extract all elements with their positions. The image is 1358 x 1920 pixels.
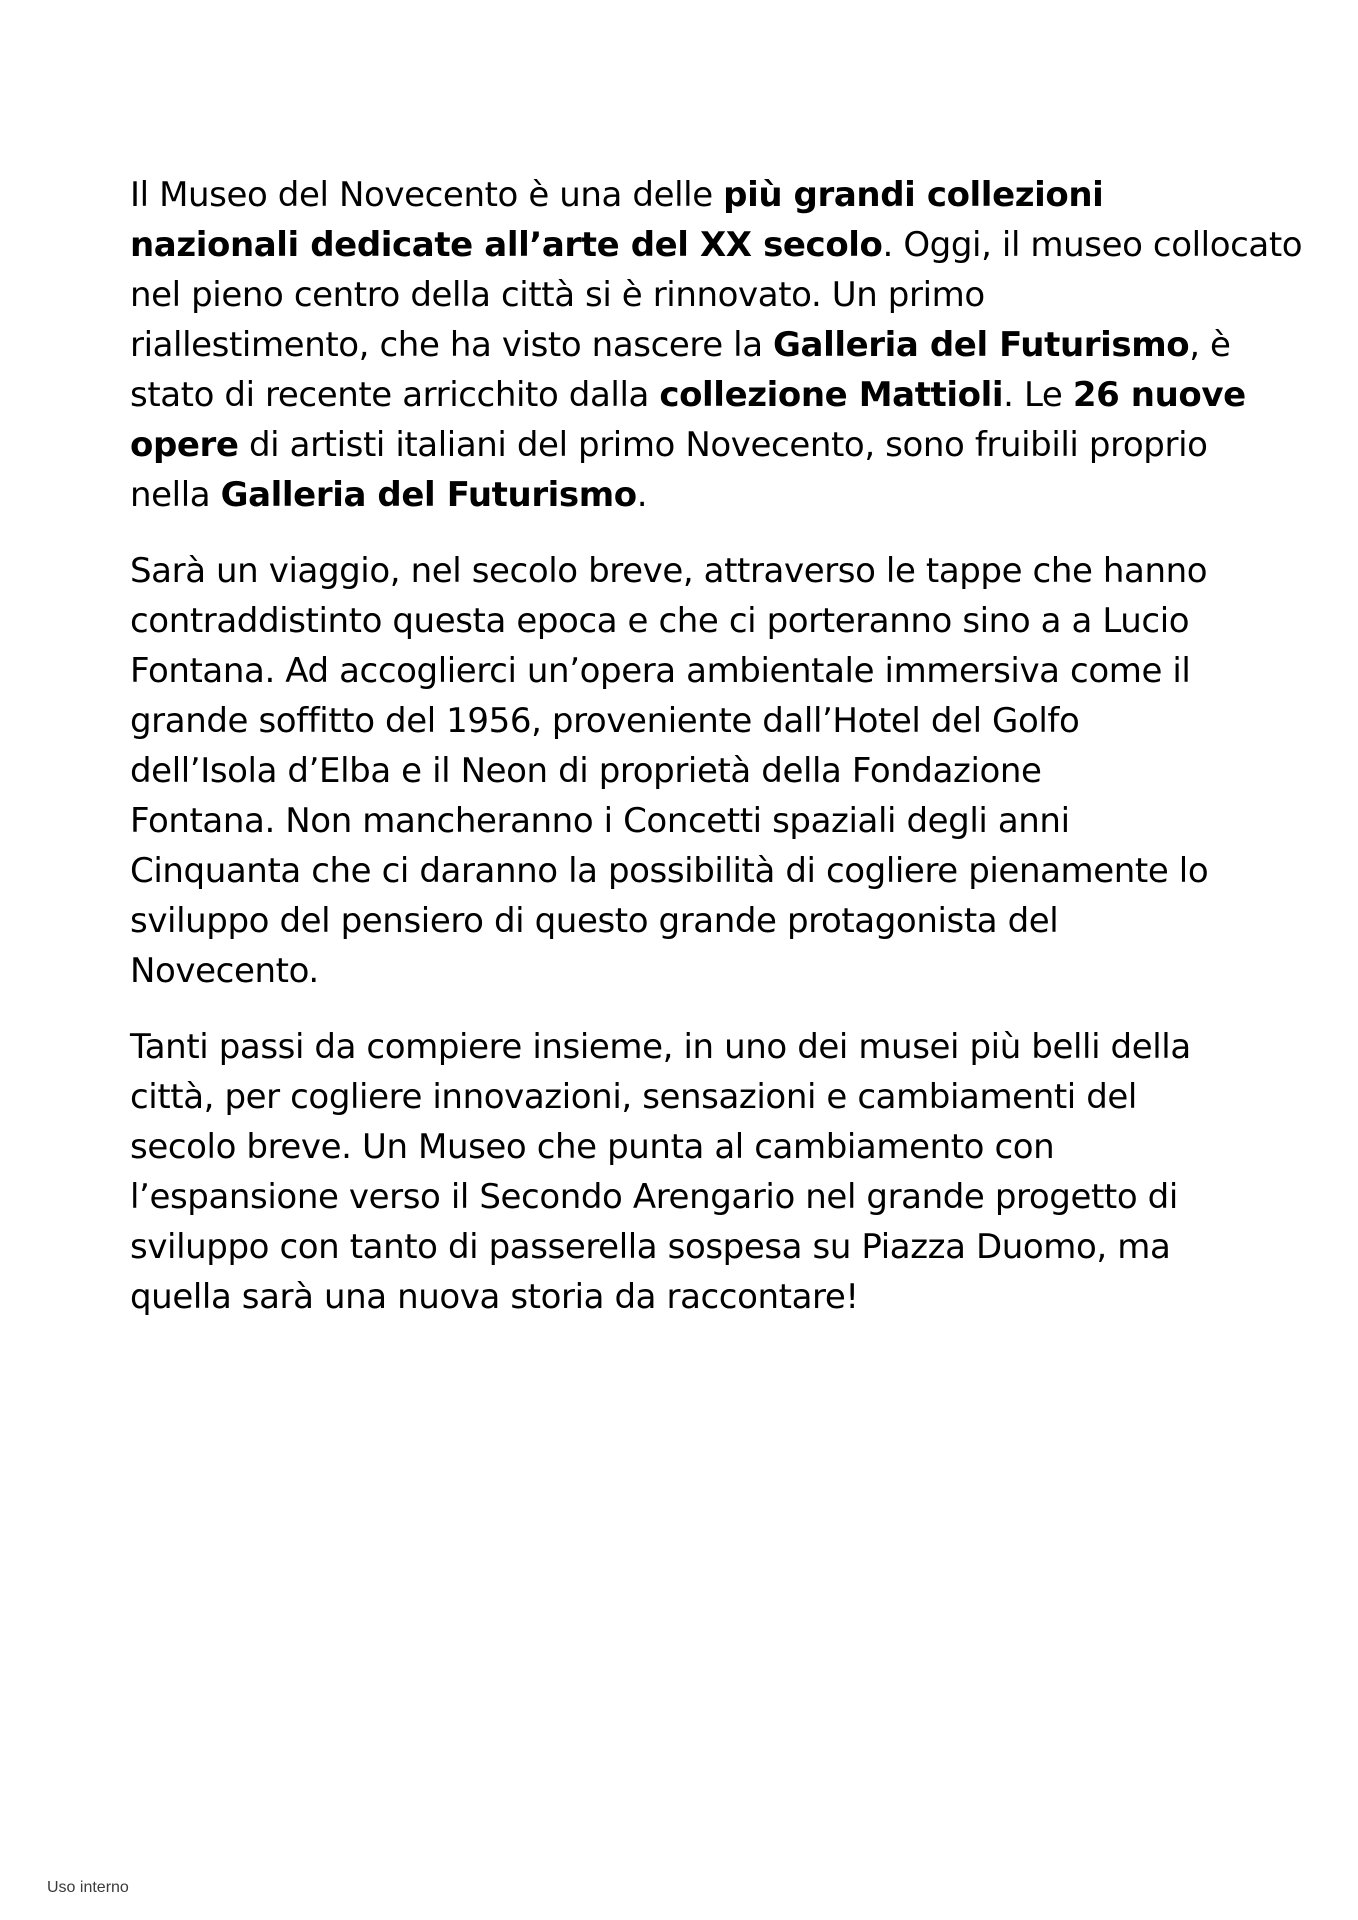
paragraph bbox=[130, 546, 1240, 996]
document-body bbox=[130, 170, 1303, 1348]
text-run: nella bbox=[130, 475, 221, 515]
bold-text-run: nazionali dedicate all’arte del XX secolo bbox=[130, 225, 883, 265]
text-line bbox=[130, 1072, 1240, 1122]
text-run: . Le bbox=[1003, 375, 1073, 415]
text-line bbox=[130, 596, 1240, 646]
text-line bbox=[130, 1122, 1240, 1172]
text-line bbox=[130, 420, 1240, 470]
text-run: riallestimento, che ha visto nascere la bbox=[130, 325, 774, 365]
text-run: grande soffitto del 1956, proveniente dall’Hotel del Golfo bbox=[130, 701, 1080, 741]
text-run: sviluppo del pensiero di questo grande protagonista del bbox=[130, 901, 1059, 941]
text-run: città, per cogliere innovazioni, sensazioni e cambiamenti del bbox=[130, 1077, 1137, 1117]
text-run: Tanti passi da compiere insieme, in uno dei musei più belli della bbox=[130, 1027, 1191, 1067]
text-run: l’espansione verso il Secondo Arengario nel grande progetto di bbox=[130, 1177, 1178, 1217]
text-run: contraddistinto questa epoca e che ci porteranno sino a a Lucio bbox=[130, 601, 1190, 641]
text-run: nel pieno centro della città si è rinnovato. Un primo bbox=[130, 275, 985, 315]
text-run: Fontana. Ad accoglierci un’opera ambientale immersiva come il bbox=[130, 651, 1191, 691]
bold-text-run: 26 nuove bbox=[1072, 375, 1246, 415]
text-run: Sarà un viaggio, nel secolo breve, attraverso le tappe che hanno bbox=[130, 551, 1208, 591]
bold-text-run: opere bbox=[130, 425, 239, 465]
bold-text-run: Galleria del Futurismo bbox=[773, 325, 1190, 365]
text-line bbox=[130, 896, 1240, 946]
text-run: dell’Isola d’Elba e il Neon di proprietà della Fondazione bbox=[130, 751, 1042, 791]
text-run: di artisti italiani del primo Novecento, sono fruibili proprio bbox=[238, 425, 1208, 465]
text-run: stato di recente arricchito dalla bbox=[130, 375, 660, 415]
text-run: . bbox=[636, 475, 648, 515]
text-line bbox=[130, 170, 1240, 220]
text-run: Il Museo del Novecento è una delle bbox=[130, 175, 724, 215]
text-line bbox=[130, 946, 1240, 996]
text-run: , è bbox=[1189, 325, 1231, 365]
text-line bbox=[130, 320, 1240, 370]
paragraph bbox=[130, 1022, 1240, 1322]
text-line bbox=[130, 696, 1240, 746]
text-line bbox=[130, 846, 1240, 896]
text-line bbox=[130, 796, 1240, 846]
paragraph bbox=[130, 170, 1303, 520]
text-line bbox=[130, 646, 1240, 696]
text-line bbox=[130, 220, 1303, 270]
text-run: Cinquanta che ci daranno la possibilità di cogliere pienamente lo bbox=[130, 851, 1209, 891]
text-line bbox=[130, 1022, 1240, 1072]
bold-text-run: collezione Mattioli bbox=[659, 375, 1004, 415]
text-line bbox=[130, 270, 1240, 320]
text-run: sviluppo con tanto di passerella sospesa su Piazza Duomo, ma bbox=[130, 1227, 1171, 1267]
text-run: quella sarà una nuova storia da raccontare! bbox=[130, 1277, 859, 1317]
bold-text-run: Galleria del Futurismo bbox=[220, 475, 637, 515]
text-run: secolo breve. Un Museo che punta al cambiamento con bbox=[130, 1127, 1055, 1167]
text-run: . Oggi, il museo collocato bbox=[882, 225, 1303, 265]
text-line bbox=[130, 370, 1246, 420]
text-run: Novecento. bbox=[130, 951, 319, 991]
bold-text-run: più grandi collezioni bbox=[723, 175, 1104, 215]
text-line bbox=[130, 1172, 1240, 1222]
text-line bbox=[130, 1222, 1240, 1272]
text-line bbox=[130, 546, 1240, 596]
text-line bbox=[130, 746, 1240, 796]
text-run: Fontana. Non mancheranno i Concetti spaziali degli anni bbox=[130, 801, 1070, 841]
footer-classification-label: Uso interno bbox=[47, 1879, 129, 1896]
text-line bbox=[130, 1272, 1240, 1322]
text-line bbox=[130, 470, 1240, 520]
